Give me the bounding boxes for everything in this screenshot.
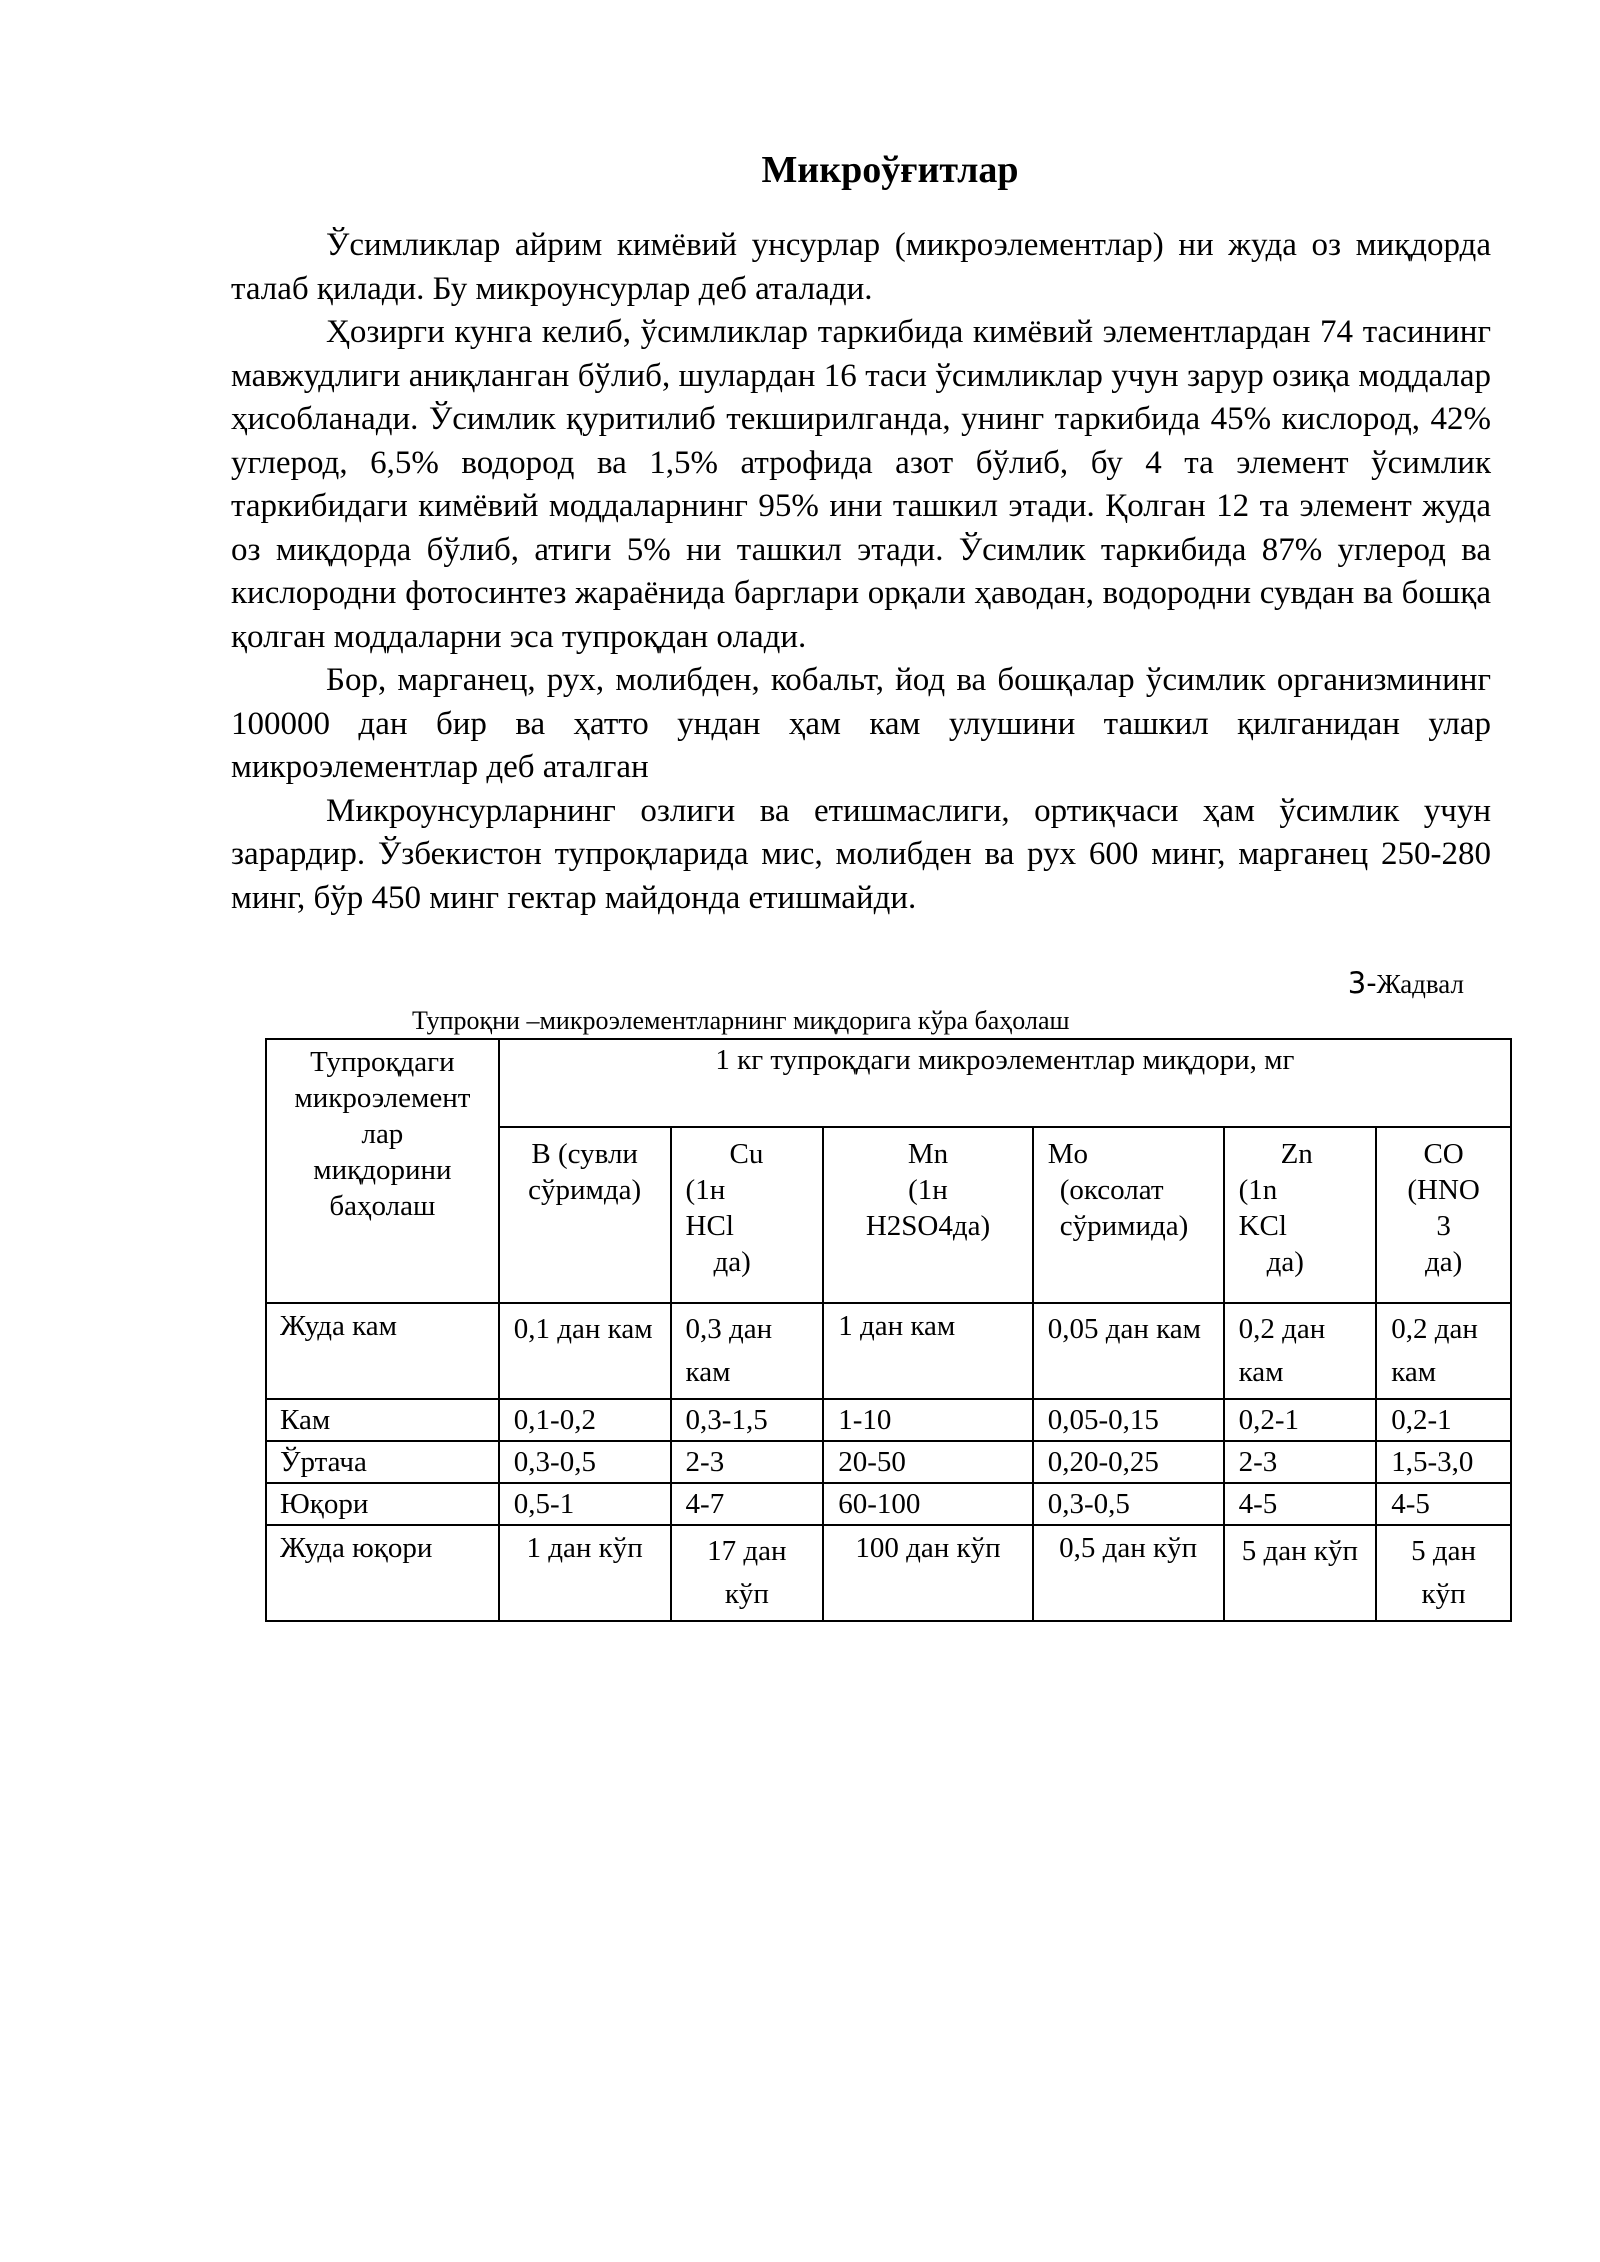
value-cell: 0,2 дан кам [1376, 1303, 1511, 1399]
column-header-co [1376, 1127, 1511, 1303]
corner-header-line: Тупроқдаги [310, 1046, 455, 1078]
group-header: 1 кг тупроқдаги микроэлементлар миқдори, мг [499, 1039, 1511, 1127]
body-text [231, 224, 1491, 920]
column-header-line: да) [713, 1246, 751, 1278]
value-cell: 0,20-0,25 [1033, 1441, 1224, 1483]
value-cell: 0,1 дан кам [499, 1303, 671, 1399]
value-cell: 5 дан кўп [1224, 1525, 1377, 1621]
table-row [266, 1483, 1511, 1525]
value-cell: 4-5 [1376, 1483, 1511, 1525]
column-header-line: да) [1424, 1246, 1463, 1278]
table-row [266, 1441, 1511, 1483]
paragraph-1: Ўсимликлар айрим кимёвий унсурлар (микроэлементлар) ни жуда оз миқдорда талаб қилади. Бу микроунсурлар деб аталади. [231, 227, 1491, 307]
paragraph-2: Ҳозирги кунга келиб, ўсимликлар таркибида кимёвий элементлардан 74 тасининг мавжудлиги аниқланган бўлиб, шулардан 16 таси ўсимликлар учун зарур озиқа моддалар ҳисобланади. Ўсимлик қуритилиб текширилганда, унинг таркибида 45% кислород, 42% углерод, 6,5% водород ва 1,5% атрофида азот бўлиб, бу 4 та элемент ўсимлик таркибидаги кимёвий моддаларнинг 95% ини ташкил этади. Қолган 12 та элемент жуда оз миқдорда бўлиб, атиги 5% ни ташкил этади. Ўсимлик таркибида 87% углерод ва кислородни фотосинтез жараёнида барглари орқали ҳаводан, водородни сувдан ва бошқа қолган моддаларни эса тупроқдан олади. [231, 314, 1491, 655]
value-cell: 0,5-1 [499, 1483, 671, 1525]
value-cell: 1 дан кўп [499, 1525, 671, 1621]
table-header-row-1 [266, 1039, 1511, 1127]
value-cell: 2-3 [671, 1441, 824, 1483]
column-header-line: Mn [907, 1138, 949, 1170]
column-header-line: KCl [1238, 1210, 1287, 1242]
rating-cell: Кам [266, 1399, 499, 1441]
rating-cell: Жуда кам [266, 1303, 499, 1399]
table-row [266, 1525, 1511, 1621]
column-header-line: Cu [729, 1138, 764, 1170]
corner-header-line: миқдорини [313, 1154, 452, 1186]
value-cell: 0,2 дан кам [1224, 1303, 1377, 1399]
column-header-line: (HNO [1407, 1174, 1480, 1206]
corner-header [266, 1039, 499, 1303]
value-cell: 100 дан кўп [823, 1525, 1033, 1621]
value-cell: 0,1-0,2 [499, 1399, 671, 1441]
value-cell: 0,2-1 [1224, 1399, 1377, 1441]
column-header-line: (1n [1238, 1174, 1278, 1206]
column-header-line: B (сувли [531, 1138, 638, 1170]
value-cell: 0,05 дан кам [1033, 1303, 1224, 1399]
value-cell: 0,3-0,5 [1033, 1483, 1224, 1525]
corner-header-line: микроэлемент [294, 1082, 471, 1114]
column-header-line: Mo [1047, 1138, 1089, 1170]
value-cell: 5 дан кўп [1376, 1525, 1511, 1621]
column-header-line: Zn [1280, 1138, 1313, 1170]
value-cell: 0,5 дан кўп [1033, 1525, 1224, 1621]
column-header-zn [1224, 1127, 1377, 1303]
value-cell: 0,3 дан кам [671, 1303, 824, 1399]
corner-header-line: баҳолаш [329, 1190, 436, 1222]
table-number-value: 3- [1347, 966, 1377, 1000]
value-cell: 0,2-1 [1376, 1399, 1511, 1441]
page-title: Микроўғитлар [761, 149, 1019, 191]
column-header-line: H2SO4да) [865, 1210, 991, 1242]
column-header-b [499, 1127, 671, 1303]
value-cell: 4-7 [671, 1483, 824, 1525]
value-cell: 60-100 [823, 1483, 1033, 1525]
table-number-word: Жадвал [1376, 969, 1464, 999]
paragraph-3: Бор, марганец, рух, молибден, кобальт, йод ва бошқалар ўсимлик организмининг 100000 дан бир ва ҳатто ундан ҳам кам улушини ташкил қилганидан улар микроэлементлар деб аталган [231, 662, 1491, 785]
column-header-line: сўримида) [1059, 1210, 1189, 1242]
column-header-line: HCl [685, 1210, 734, 1242]
column-header-cu [671, 1127, 824, 1303]
value-cell: 4-5 [1224, 1483, 1377, 1525]
rating-cell: Юқори [266, 1483, 499, 1525]
value-cell: 20-50 [823, 1441, 1033, 1483]
table-row [266, 1303, 1511, 1399]
column-header-line: (1н [685, 1174, 726, 1206]
value-cell: 0,3-0,5 [499, 1441, 671, 1483]
column-header-line: (1н [908, 1174, 948, 1206]
column-header-line: сўримда) [528, 1174, 642, 1206]
table-caption: Тупроқни –микроэлементларнинг миқдорига кўра баҳолаш [412, 1006, 1070, 1035]
rating-cell: Жуда юқори [266, 1525, 499, 1621]
value-cell: 2-3 [1224, 1441, 1377, 1483]
corner-header-line: лар [361, 1118, 404, 1150]
value-cell: 0,05-0,15 [1033, 1399, 1224, 1441]
value-cell: 1 дан кам [823, 1303, 1033, 1399]
column-header-line: CO [1423, 1138, 1464, 1170]
rating-cell: Ўртача [266, 1441, 499, 1483]
column-header-line: (оксолат [1059, 1174, 1164, 1206]
column-header-mo [1033, 1127, 1224, 1303]
table-row [266, 1399, 1511, 1441]
paragraph-4: Микроунсурларнинг озлиги ва етишмаслиги, ортиқчаси ҳам ўсимлик учун зарардир. Ўзбекистон тупроқларида мис, молибден ва рух 600 минг, марганец 250-280 минг, бўр 450 минг гектар майдонда етишмайди. [231, 792, 1491, 916]
column-header-line: 3 [1436, 1210, 1451, 1242]
table-number [1348, 966, 1464, 1000]
micronutrient-table [265, 1038, 1512, 1622]
value-cell: 17 дан кўп [671, 1525, 824, 1621]
column-header-line: да) [1266, 1246, 1304, 1278]
value-cell: 0,3-1,5 [671, 1399, 824, 1441]
value-cell: 1,5-3,0 [1376, 1441, 1511, 1483]
value-cell: 1-10 [823, 1399, 1033, 1441]
column-header-mn [823, 1127, 1033, 1303]
